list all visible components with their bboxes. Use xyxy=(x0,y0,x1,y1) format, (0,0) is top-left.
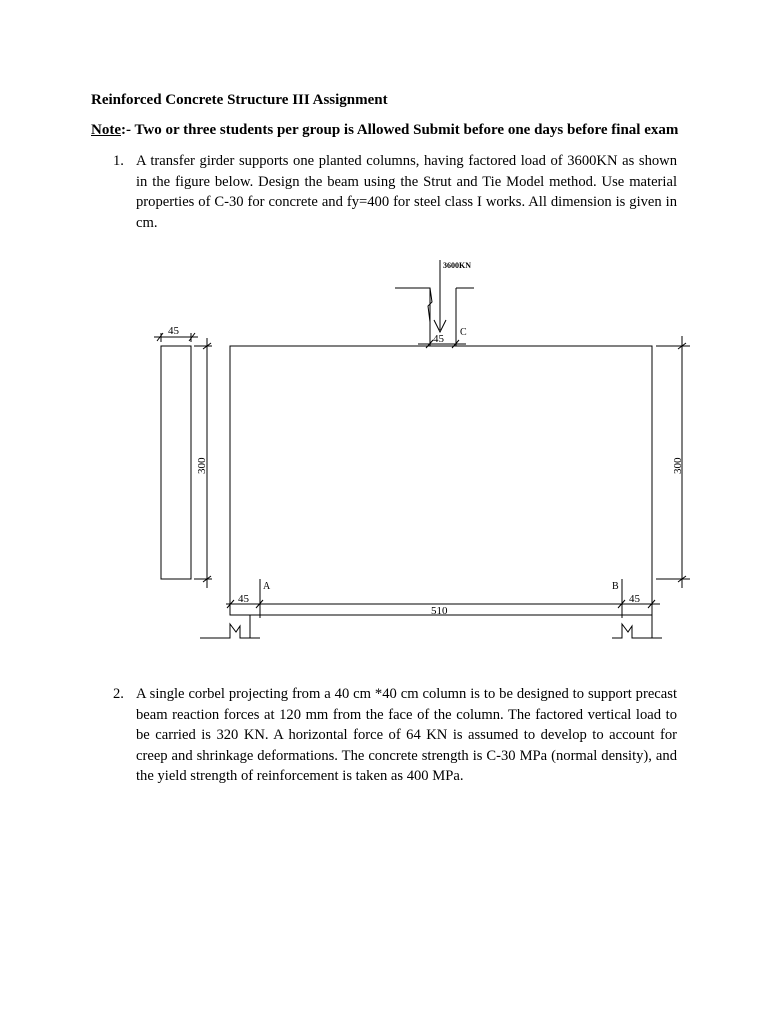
point-a-label: A xyxy=(263,581,271,592)
right-support-width-label: 45 xyxy=(629,593,640,605)
note-label: Note xyxy=(91,122,121,138)
note-line xyxy=(91,122,678,139)
note-text: :- Two or three students per group is Allowed Submit before one days before final exam xyxy=(121,122,679,138)
point-c-label: C xyxy=(460,327,467,338)
transfer-girder-figure xyxy=(0,250,768,650)
column-width-label: 45 xyxy=(433,333,444,345)
left-support-width-label: 45 xyxy=(238,593,249,605)
beam-cross-section xyxy=(161,346,191,579)
assignment-title: Reinforced Concrete Structure III Assignment xyxy=(91,92,388,108)
right-height-label: 300 xyxy=(672,457,684,474)
question-1 xyxy=(113,151,677,233)
section-height-label: 300 xyxy=(196,457,208,474)
question-text: A single corbel projecting from a 40 cm *40 cm column is to be designed to support precast beam reaction forces at 120 mm from the face of the column. The factored vertical load to be carried is 320 KN. A horizontal force of 64 KN is assumed to develop to account for creep and shrinkage deformations. The concrete strength is C-30 MPa (normal density), and the yield strength of reinforcement is taken as 400 MPa. xyxy=(136,686,677,784)
question-2 xyxy=(113,684,677,787)
left-support xyxy=(200,624,260,638)
question-text: A transfer girder supports one planted columns, having factored load of 3600KN as shown in the figure below. Design the beam using the Strut and Tie Model method. Use material properties of C-30 for concrete and fy=400 for steel class I works. All dimension is given in cm. xyxy=(136,153,677,231)
span-label: 510 xyxy=(431,605,448,617)
section-width-label: 45 xyxy=(168,325,179,337)
point-b-label: B xyxy=(612,581,619,592)
question-number: 1. xyxy=(113,153,124,169)
girder-elevation xyxy=(230,346,652,615)
question-number: 2. xyxy=(113,686,124,702)
load-label: 3600KN xyxy=(443,261,471,270)
right-support xyxy=(612,624,662,638)
